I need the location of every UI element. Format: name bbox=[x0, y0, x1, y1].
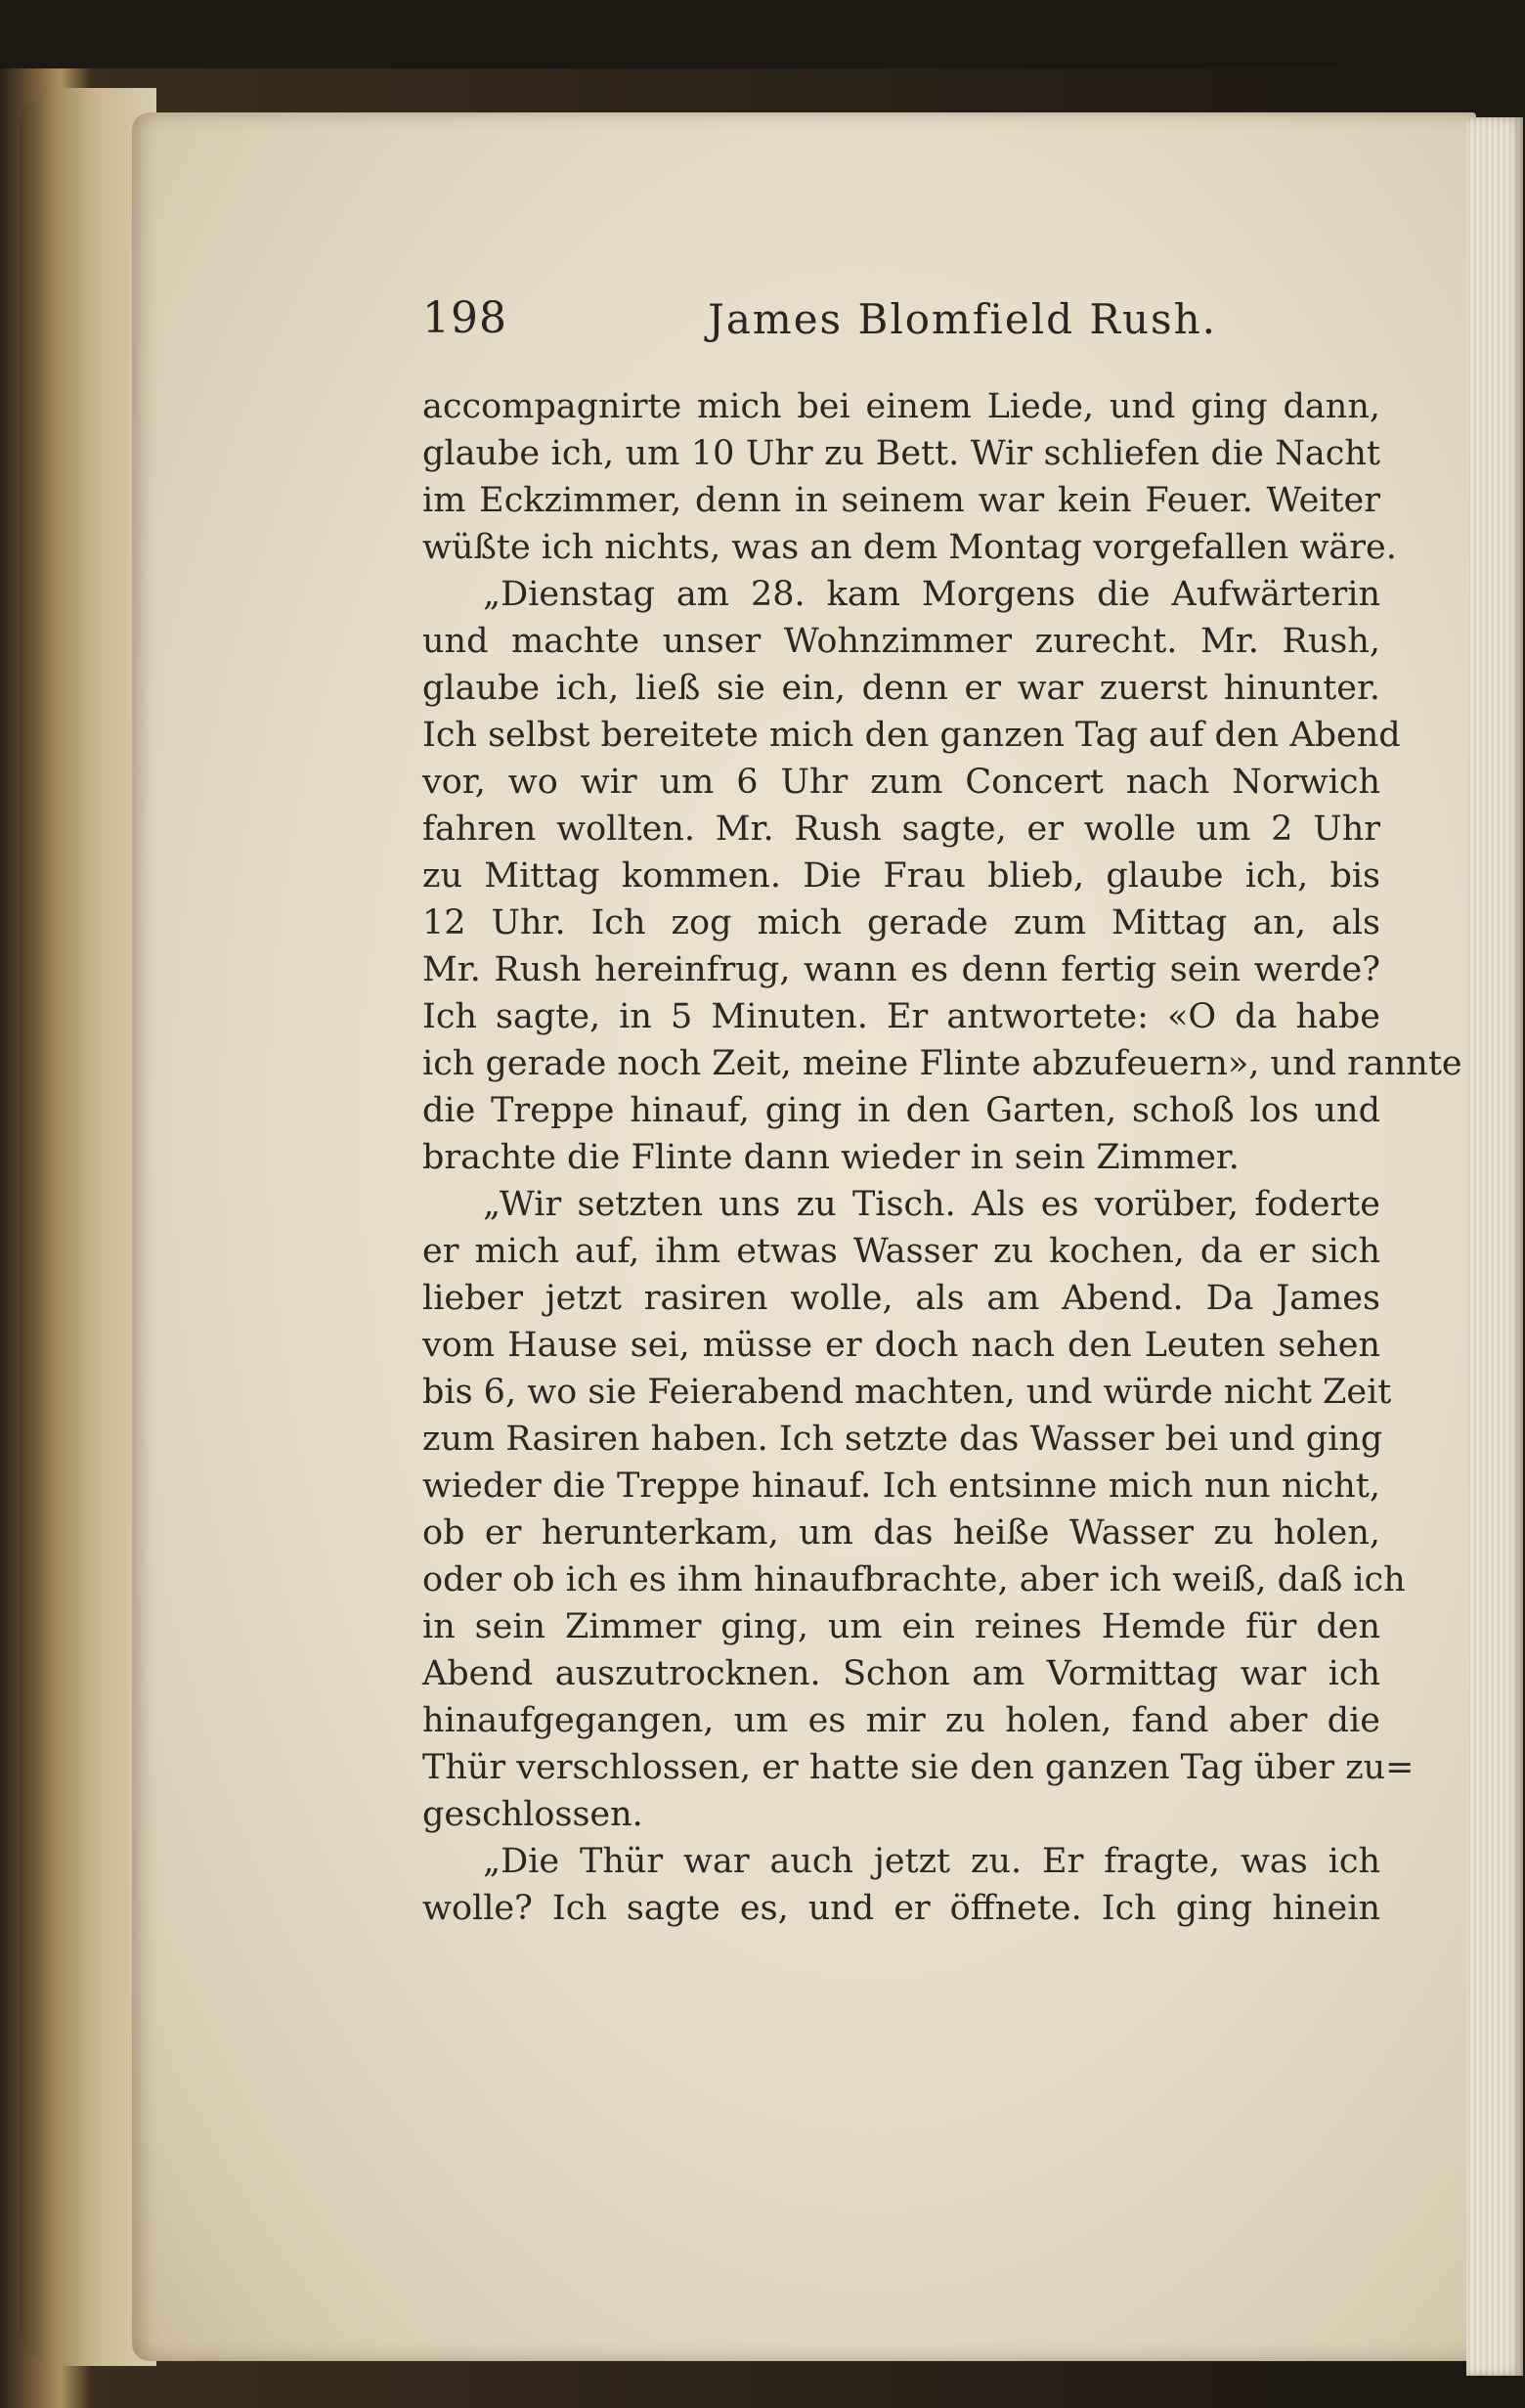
text-line: zu Mittag kommen. Die Frau blieb, glaube ich, bis bbox=[422, 856, 1380, 896]
text-line: „Wir setzten uns zu Tisch. Als es vorüber, foderte bbox=[483, 1185, 1380, 1224]
page-header bbox=[422, 293, 1380, 352]
text-line: brachte die Flinte dann wieder in sein Zimmer. bbox=[422, 1138, 1240, 1177]
page-edge-right bbox=[1466, 117, 1523, 2376]
text-line: fahren wollten. Mr. Rush sagte, er wolle um 2 Uhr bbox=[422, 810, 1380, 849]
page-number: 198 bbox=[422, 293, 507, 343]
text-line: geschlossen. bbox=[422, 1795, 643, 1834]
text-line: bis 6, wo sie Feierabend machten, und würde nicht Zeit bbox=[422, 1373, 1392, 1412]
text-line: ob er herunterkam, um das heiße Wasser zu holen, bbox=[422, 1513, 1380, 1553]
body-text bbox=[422, 383, 1462, 1932]
text-line: vor, wo wir um 6 Uhr zum Concert nach Norwich bbox=[422, 763, 1380, 802]
text-line: in sein Zimmer ging, um ein reines Hemde für den bbox=[422, 1607, 1380, 1646]
text-line: die Treppe hinauf, ging in den Garten, schoß los und bbox=[422, 1091, 1380, 1130]
text-line: „Dienstag am 28. kam Morgens die Aufwärterin bbox=[483, 575, 1380, 614]
text-line: und machte unser Wohnzimmer zurecht. Mr. Rush, bbox=[422, 622, 1380, 661]
text-line: Thür verschlossen, er hatte sie den ganzen Tag über zu= bbox=[422, 1748, 1415, 1787]
text-line: accompagnirte mich bei einem Liede, und ging dann, bbox=[422, 387, 1380, 426]
text-line: zum Rasiren haben. Ich setzte das Wasser bei und ging bbox=[422, 1420, 1383, 1459]
text-line: oder ob ich es ihm hinaufbrachte, aber ich weiß, daß ich bbox=[422, 1560, 1406, 1599]
text-line: Mr. Rush hereinfrug, wann es denn fertig sein werde? bbox=[422, 950, 1380, 989]
text-line: „Die Thür war auch jetzt zu. Er fragte, was ich bbox=[483, 1842, 1380, 1881]
text-line: glaube ich, um 10 Uhr zu Bett. Wir schliefen die Nacht bbox=[422, 434, 1380, 473]
text-line: hinaufgegangen, um es mir zu holen, fand aber die bbox=[422, 1701, 1380, 1740]
text-line: Ich sagte, in 5 Minuten. Er antwortete: «O da habe bbox=[422, 997, 1380, 1036]
text-line: lieber jetzt rasiren wolle, als am Abend. Da James bbox=[422, 1279, 1380, 1318]
text-line: er mich auf, ihm etwas Wasser zu kochen, da er sich bbox=[422, 1232, 1380, 1271]
text-line: vom Hause sei, müsse er doch nach den Leuten sehen bbox=[422, 1326, 1380, 1365]
text-line: Abend auszutrocknen. Schon am Vormittag war ich bbox=[422, 1654, 1380, 1693]
text-line: wüßte ich nichts, was an dem Montag vorgefallen wäre. bbox=[422, 528, 1397, 567]
text-line: wolle? Ich sagte es, und er öffnete. Ich ging hinein bbox=[422, 1889, 1380, 1928]
text-line: wieder die Treppe hinauf. Ich entsinne mich nun nicht, bbox=[422, 1467, 1380, 1506]
text-line: Ich selbst bereitete mich den ganzen Tag auf den Abend bbox=[422, 716, 1401, 755]
text-line: 12 Uhr. Ich zog mich gerade zum Mittag an, als bbox=[422, 903, 1380, 942]
text-line: im Eckzimmer, denn in seinem war kein Feuer. Weiter bbox=[422, 481, 1380, 520]
running-title: James Blomfield Rush. bbox=[708, 295, 1218, 343]
text-line: ich gerade noch Zeit, meine Flinte abzufeuern», und rannte bbox=[422, 1044, 1462, 1083]
text-line: glaube ich, ließ sie ein, denn er war zuerst hinunter. bbox=[422, 669, 1380, 708]
